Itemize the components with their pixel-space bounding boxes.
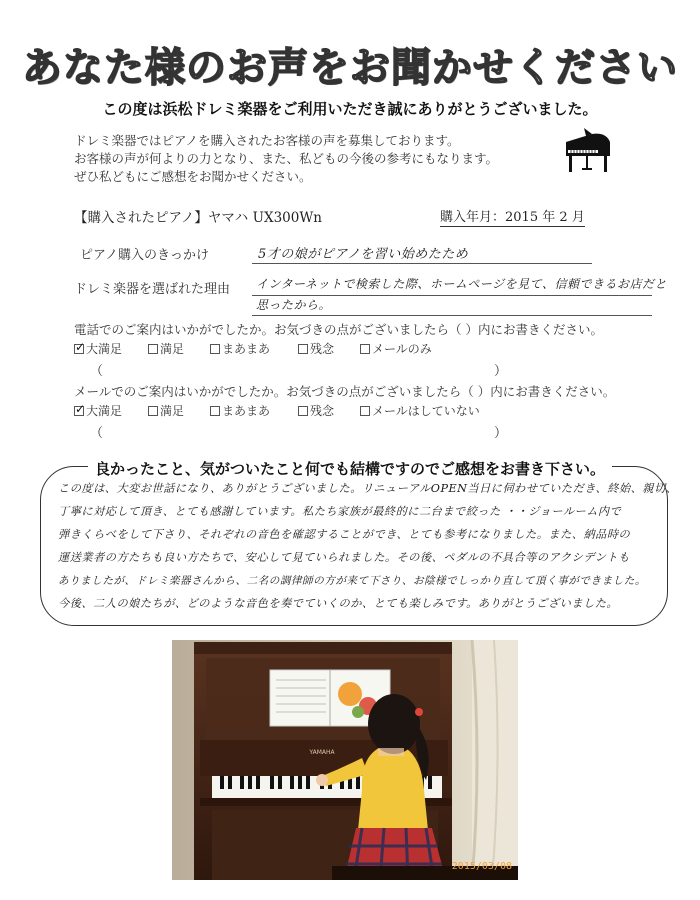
phone-comment-open-paren: （ <box>90 364 104 379</box>
purchase-reason-label: ピアノ購入のきっかけ <box>80 248 209 263</box>
mail-option-disappointed[interactable] <box>298 402 334 419</box>
phone-option-label: メールのみ <box>372 342 432 356</box>
feedback-line-4: 運送業者の方たちも良い方たちで、安心して見ていられました。その後、ペダルの不具合等のアクシデントも <box>58 551 630 564</box>
mail-comment-open-paren: （ <box>90 426 104 441</box>
intro-line-3: ぜひ私どもにご感想をお聞かせください。 <box>74 169 312 184</box>
mail-option-label: まあまあ <box>222 404 271 418</box>
mail-checkbox-disappointed[interactable] <box>298 406 308 416</box>
mail-option-very-satisfied[interactable] <box>74 402 122 419</box>
phone-checkbox-okay[interactable] <box>210 344 220 354</box>
purchase-reason-underline <box>252 262 592 264</box>
feedback-line-3: 弾きくらべをして下さり、それぞれの音色を確認することができ、とても参考になりました。また、納品時の <box>58 528 631 541</box>
purchase-reason-answer: 5才の娘がピアノを習い始めたため <box>258 247 469 262</box>
phone-option-okay[interactable] <box>210 340 270 357</box>
mail-option-satisfied[interactable] <box>148 402 184 419</box>
grand-piano-icon <box>562 128 614 174</box>
intro-line-1: ドレミ楽器ではピアノを購入されたお客様の声を募集しております。 <box>74 133 460 148</box>
thank-you-subtitle: この度は浜松ドレミ楽器をご利用いただき誠にありがとうございました。 <box>102 100 598 118</box>
phone-option-label: 大満足 <box>86 342 123 356</box>
phone-comment-close-paren: ） <box>494 364 508 379</box>
phone-checkbox-mail-only[interactable] <box>360 344 370 354</box>
phone-checkbox-disappointed[interactable] <box>298 344 308 354</box>
phone-option-label: まあまあ <box>222 342 271 356</box>
purchase-date: 購入年月：2015 年 2 月 <box>440 206 585 227</box>
phone-option-satisfied[interactable] <box>148 340 184 357</box>
mail-option-label: メールはしていない <box>372 404 480 418</box>
mail-checkbox-okay[interactable] <box>210 406 220 416</box>
feedback-line-2: 丁寧に対応して頂き、とても感謝しています。私たち家族が最終的に二台まで絞った ・・ジョールーム内で <box>58 505 622 518</box>
purchased-piano: 【購入されたピアノ】ヤマハ UX300Wn <box>74 210 322 226</box>
mail-option-no-mail[interactable] <box>360 402 480 419</box>
piano-brand-text: YAMAHA <box>309 749 335 756</box>
phone-option-label: 残念 <box>310 342 335 356</box>
feedback-line-1: この度は、大変お世話になり、ありがとうございました。リニューアルOPEN当日に伺わせていただき、終始、親切、 <box>58 482 678 495</box>
customer-photo <box>172 640 518 880</box>
mail-comment-close-paren: ） <box>494 426 508 441</box>
phone-checkbox-satisfied[interactable] <box>148 344 158 354</box>
intro-line-2: お客様の声が何よりの力となり、また、私どもの今後の参考にもなります。 <box>74 151 499 166</box>
mail-option-label: 満足 <box>160 404 185 418</box>
feedback-line-6: 今後、二人の娘たちが、どのような音色を奏でていくのか、とても楽しみです。ありがとうございました。 <box>58 597 619 610</box>
phone-option-very-satisfied[interactable] <box>74 340 122 357</box>
phone-option-mail-only[interactable] <box>360 340 432 357</box>
store-reason-answer-1: インターネットで検索した際、ホームページを見て、信頼できるお店だと <box>256 277 667 291</box>
store-reason-underline-2 <box>252 314 652 316</box>
phone-option-label: 満足 <box>160 342 185 356</box>
mail-checkbox-very-satisfied[interactable] <box>74 406 84 416</box>
girl-playing-piano-photo <box>172 640 518 880</box>
mail-checkbox-no-mail[interactable] <box>360 406 370 416</box>
mail-option-okay[interactable] <box>210 402 270 419</box>
phone-survey-question: 電話でのご案内はいかがでしたか。お気づきの点がございましたら（ ）内にお書きください。 <box>74 322 603 337</box>
page-title: あなた様のお声をお聞かせください <box>22 45 678 91</box>
photo-date-stamp: 2015/03/08 <box>451 861 512 872</box>
mail-option-label: 大満足 <box>86 404 123 418</box>
mail-option-label: 残念 <box>310 404 335 418</box>
feedback-heading: 良かったこと、気がついたこと何でも結構ですのでご感想をお書き下さい。 <box>94 460 605 478</box>
store-reason-answer-2: 思ったから。 <box>256 298 332 312</box>
phone-option-disappointed[interactable] <box>298 340 334 357</box>
mail-checkbox-satisfied[interactable] <box>148 406 158 416</box>
store-reason-label: ドレミ楽器を選ばれた理由 <box>74 282 231 297</box>
mail-survey-question: メールでのご案内はいかがでしたか。お気づきの点がございましたら（ ）内にお書きください。 <box>74 384 616 399</box>
feedback-line-5: ありましたが、ドレミ楽器さんから、二名の調律師の方が来て下さり、お陰様でしっかり直して頂く事ができました。 <box>58 575 646 587</box>
phone-checkbox-very-satisfied[interactable] <box>74 344 84 354</box>
